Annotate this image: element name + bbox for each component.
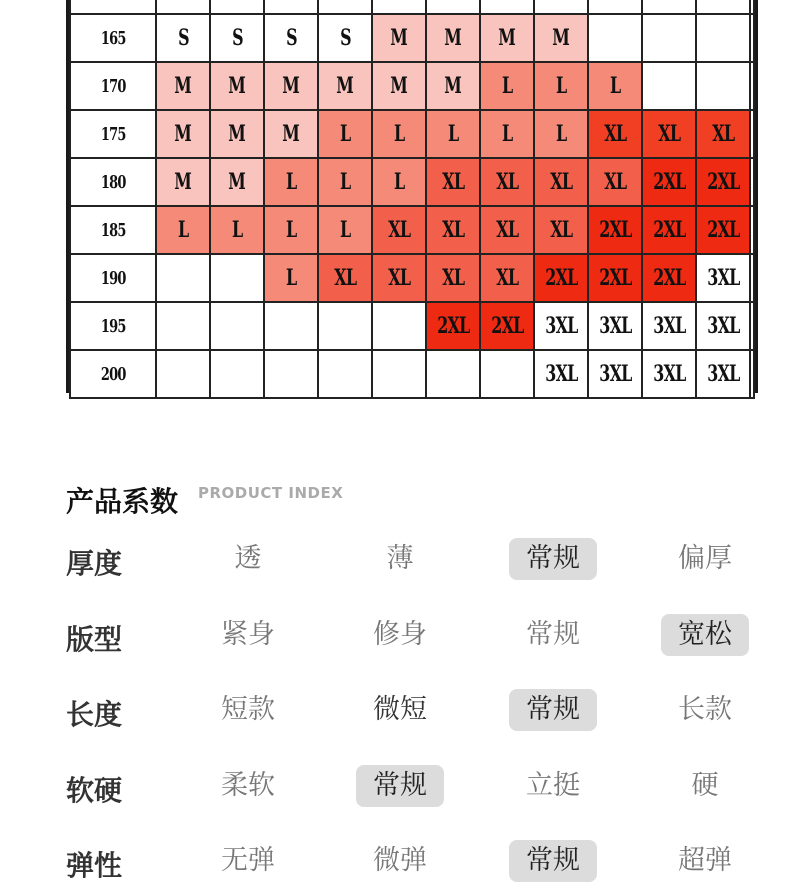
empty-cell: [750, 350, 754, 398]
size-cell: [642, 254, 696, 302]
empty-cell: [750, 158, 754, 206]
empty-cell: [264, 0, 318, 14]
size-label: M: [498, 25, 516, 51]
size-cell: [264, 62, 318, 110]
empty-cell: [372, 302, 426, 350]
size-label: L: [393, 121, 405, 147]
size-cell: [534, 206, 588, 254]
size-cell: [210, 62, 264, 110]
height-cell: 185: [70, 206, 156, 254]
size-label: XL: [603, 169, 626, 195]
size-cell: [588, 158, 642, 206]
size-label: L: [339, 217, 351, 243]
height-cell: 200: [70, 350, 156, 398]
size-cell: [318, 254, 372, 302]
size-chart-row: [70, 254, 754, 302]
option: 超弹: [678, 845, 732, 876]
option: 立挺: [526, 770, 580, 801]
size-cell: [210, 110, 264, 158]
height-cell: [70, 0, 156, 14]
size-cell: [318, 206, 372, 254]
size-label: L: [339, 121, 351, 147]
empty-cell: [210, 302, 264, 350]
size-cell: [480, 62, 534, 110]
size-label: 2XL: [598, 217, 632, 243]
option: 长款: [678, 694, 732, 725]
empty-cell: [642, 62, 696, 110]
height-cell: 190: [70, 254, 156, 302]
empty-cell: [264, 350, 318, 398]
size-label: M: [228, 73, 246, 99]
size-cell: [480, 302, 534, 350]
height-cell: 170: [70, 62, 156, 110]
size-cell: [480, 206, 534, 254]
size-label: S: [339, 25, 351, 51]
empty-cell: [480, 0, 534, 14]
size-cell: [534, 110, 588, 158]
size-label: XL: [549, 217, 572, 243]
size-label: XL: [441, 217, 464, 243]
empty-cell: [750, 0, 754, 14]
empty-cell: [372, 350, 426, 398]
size-cell: [696, 350, 750, 398]
size-label: XL: [657, 121, 680, 147]
empty-cell: [156, 254, 210, 302]
option-selected: 常规: [356, 765, 444, 807]
size-label: 2XL: [436, 313, 470, 339]
size-cell: [480, 254, 534, 302]
size-cell: [642, 350, 696, 398]
empty-cell: [372, 0, 426, 14]
size-label: XL: [387, 265, 410, 291]
size-cell: [210, 14, 264, 62]
option-selected: 常规: [509, 538, 597, 580]
size-cell: [318, 14, 372, 62]
size-label: S: [231, 25, 243, 51]
empty-cell: [642, 0, 696, 14]
index-row-label: 弹性: [66, 849, 123, 882]
height-cell: 195: [70, 302, 156, 350]
option: 常规: [526, 619, 580, 650]
size-chart-table: [69, 0, 755, 399]
empty-cell: [696, 0, 750, 14]
empty-cell: [264, 302, 318, 350]
size-label: S: [285, 25, 297, 51]
size-cell: [318, 62, 372, 110]
option: 微弹: [373, 845, 427, 876]
empty-cell: [480, 350, 534, 398]
option-selected: 常规: [509, 840, 597, 882]
option-selected: 常规: [509, 689, 597, 731]
empty-cell: [318, 350, 372, 398]
size-cell: [426, 62, 480, 110]
size-cell: [480, 14, 534, 62]
height-cell: 175: [70, 110, 156, 158]
size-cell: [534, 302, 588, 350]
size-cell: [534, 350, 588, 398]
empty-cell: [210, 254, 264, 302]
size-cell: [534, 254, 588, 302]
size-cell: [318, 158, 372, 206]
size-cell: [372, 254, 426, 302]
empty-cell: [318, 302, 372, 350]
option: 透: [234, 543, 262, 574]
size-label: 3XL: [706, 313, 740, 339]
size-chart: [66, 0, 758, 393]
size-cell: [696, 254, 750, 302]
option: 柔软: [221, 770, 275, 801]
size-label: 2XL: [598, 265, 632, 291]
size-chart-row: [70, 302, 754, 350]
index-row-length: [0, 687, 800, 733]
size-cell: [696, 302, 750, 350]
size-label: L: [555, 73, 567, 99]
size-chart-row: [70, 158, 754, 206]
size-label: 3XL: [652, 361, 686, 387]
size-cell: [588, 254, 642, 302]
size-cell: [372, 62, 426, 110]
option-selected: 宽松: [661, 614, 749, 656]
size-chart-row: [70, 0, 754, 14]
size-label: L: [501, 73, 513, 99]
size-label: 3XL: [544, 361, 578, 387]
size-cell: [156, 206, 210, 254]
empty-cell: [750, 302, 754, 350]
size-cell: [426, 14, 480, 62]
size-cell: [264, 158, 318, 206]
size-cell: [588, 302, 642, 350]
size-cell: [426, 254, 480, 302]
size-label: 3XL: [544, 313, 578, 339]
size-cell: [156, 158, 210, 206]
size-label: XL: [441, 169, 464, 195]
size-label: M: [228, 169, 246, 195]
size-label: 3XL: [598, 361, 632, 387]
empty-cell: [210, 350, 264, 398]
empty-cell: [642, 14, 696, 62]
height-cell: 165: [70, 14, 156, 62]
size-label: M: [282, 121, 300, 147]
size-cell: [426, 302, 480, 350]
size-chart-row: [70, 110, 754, 158]
size-label: M: [174, 121, 192, 147]
empty-cell: [588, 0, 642, 14]
size-label: M: [336, 73, 354, 99]
size-cell: [588, 110, 642, 158]
size-label: XL: [441, 265, 464, 291]
empty-cell: [696, 14, 750, 62]
size-cell: [372, 14, 426, 62]
size-label: M: [444, 73, 462, 99]
size-label: M: [444, 25, 462, 51]
size-label: 2XL: [490, 313, 524, 339]
size-cell: [696, 206, 750, 254]
empty-cell: [750, 62, 754, 110]
empty-cell: [156, 350, 210, 398]
option: 无弹: [221, 845, 275, 876]
option: 微短: [373, 694, 427, 725]
size-cell: [480, 110, 534, 158]
size-label: L: [393, 169, 405, 195]
size-chart-row: [70, 206, 754, 254]
size-label: 3XL: [706, 265, 740, 291]
size-label: L: [177, 217, 189, 243]
empty-cell: [534, 0, 588, 14]
size-label: 3XL: [706, 361, 740, 387]
empty-cell: [750, 110, 754, 158]
size-cell: [264, 254, 318, 302]
empty-cell: [696, 62, 750, 110]
empty-cell: [426, 350, 480, 398]
size-label: 2XL: [652, 169, 686, 195]
size-label: 2XL: [706, 169, 740, 195]
size-cell: [696, 158, 750, 206]
index-row-elasticity: [0, 838, 800, 884]
option: 紧身: [221, 619, 275, 650]
empty-cell: [750, 14, 754, 62]
size-label: M: [282, 73, 300, 99]
size-label: L: [339, 169, 351, 195]
size-cell: [426, 158, 480, 206]
product-index-title: 产品系数: [66, 485, 179, 518]
option: 修身: [373, 619, 427, 650]
index-row-fit: [0, 612, 800, 658]
size-cell: [426, 110, 480, 158]
option: 硬: [691, 770, 719, 801]
size-cell: [534, 62, 588, 110]
size-label: L: [447, 121, 459, 147]
size-cell: [696, 110, 750, 158]
size-cell: [642, 110, 696, 158]
size-label: 3XL: [598, 313, 632, 339]
size-label: XL: [495, 217, 518, 243]
empty-cell: [750, 206, 754, 254]
size-label: XL: [387, 217, 410, 243]
size-cell: [372, 206, 426, 254]
size-cell: [210, 206, 264, 254]
size-label: M: [390, 25, 408, 51]
option: 薄: [386, 543, 414, 574]
size-cell: [372, 110, 426, 158]
size-label: L: [609, 73, 621, 99]
size-cell: [642, 206, 696, 254]
size-label: M: [174, 169, 192, 195]
size-chart-row: [70, 350, 754, 398]
height-cell: 180: [70, 158, 156, 206]
size-label: M: [552, 25, 570, 51]
size-cell: [210, 158, 264, 206]
size-cell: [480, 158, 534, 206]
empty-cell: [318, 0, 372, 14]
size-label: L: [285, 169, 297, 195]
size-label: 2XL: [652, 217, 686, 243]
size-chart-row: [70, 62, 754, 110]
product-index-subtitle: PRODUCT INDEX: [198, 484, 344, 502]
size-cell: [318, 110, 372, 158]
size-label: L: [285, 265, 297, 291]
option: 偏厚: [678, 543, 732, 574]
size-label: XL: [711, 121, 734, 147]
size-cell: [588, 62, 642, 110]
size-cell: [156, 110, 210, 158]
size-label: XL: [603, 121, 626, 147]
size-label: M: [228, 121, 246, 147]
size-cell: [534, 14, 588, 62]
index-row-label: 版型: [66, 623, 123, 656]
size-label: XL: [333, 265, 356, 291]
size-label: L: [285, 217, 297, 243]
size-label: XL: [495, 265, 518, 291]
option: 短款: [221, 694, 275, 725]
size-chart-row: [70, 14, 754, 62]
size-label: L: [501, 121, 513, 147]
size-label: M: [174, 73, 192, 99]
index-row-thickness: [0, 536, 800, 582]
size-label: L: [555, 121, 567, 147]
size-cell: [588, 206, 642, 254]
size-cell: [642, 302, 696, 350]
size-label: 2XL: [706, 217, 740, 243]
size-label: XL: [549, 169, 572, 195]
size-cell: [264, 14, 318, 62]
empty-cell: [426, 0, 480, 14]
size-label: M: [390, 73, 408, 99]
size-cell: [156, 14, 210, 62]
index-row-label: 厚度: [66, 547, 123, 580]
size-label: 3XL: [652, 313, 686, 339]
size-label: 2XL: [652, 265, 686, 291]
size-cell: [372, 158, 426, 206]
index-row-label: 软硬: [66, 774, 123, 807]
empty-cell: [210, 0, 264, 14]
size-cell: [264, 206, 318, 254]
size-cell: [426, 206, 480, 254]
index-row-label: 长度: [66, 698, 123, 731]
index-row-softness: [0, 763, 800, 809]
size-cell: [534, 158, 588, 206]
size-label: 2XL: [544, 265, 578, 291]
size-label: L: [231, 217, 243, 243]
size-cell: [588, 350, 642, 398]
empty-cell: [156, 0, 210, 14]
empty-cell: [588, 14, 642, 62]
empty-cell: [156, 302, 210, 350]
size-cell: [264, 110, 318, 158]
empty-cell: [750, 254, 754, 302]
size-cell: [642, 158, 696, 206]
size-cell: [156, 62, 210, 110]
size-label: S: [177, 25, 189, 51]
size-label: XL: [495, 169, 518, 195]
